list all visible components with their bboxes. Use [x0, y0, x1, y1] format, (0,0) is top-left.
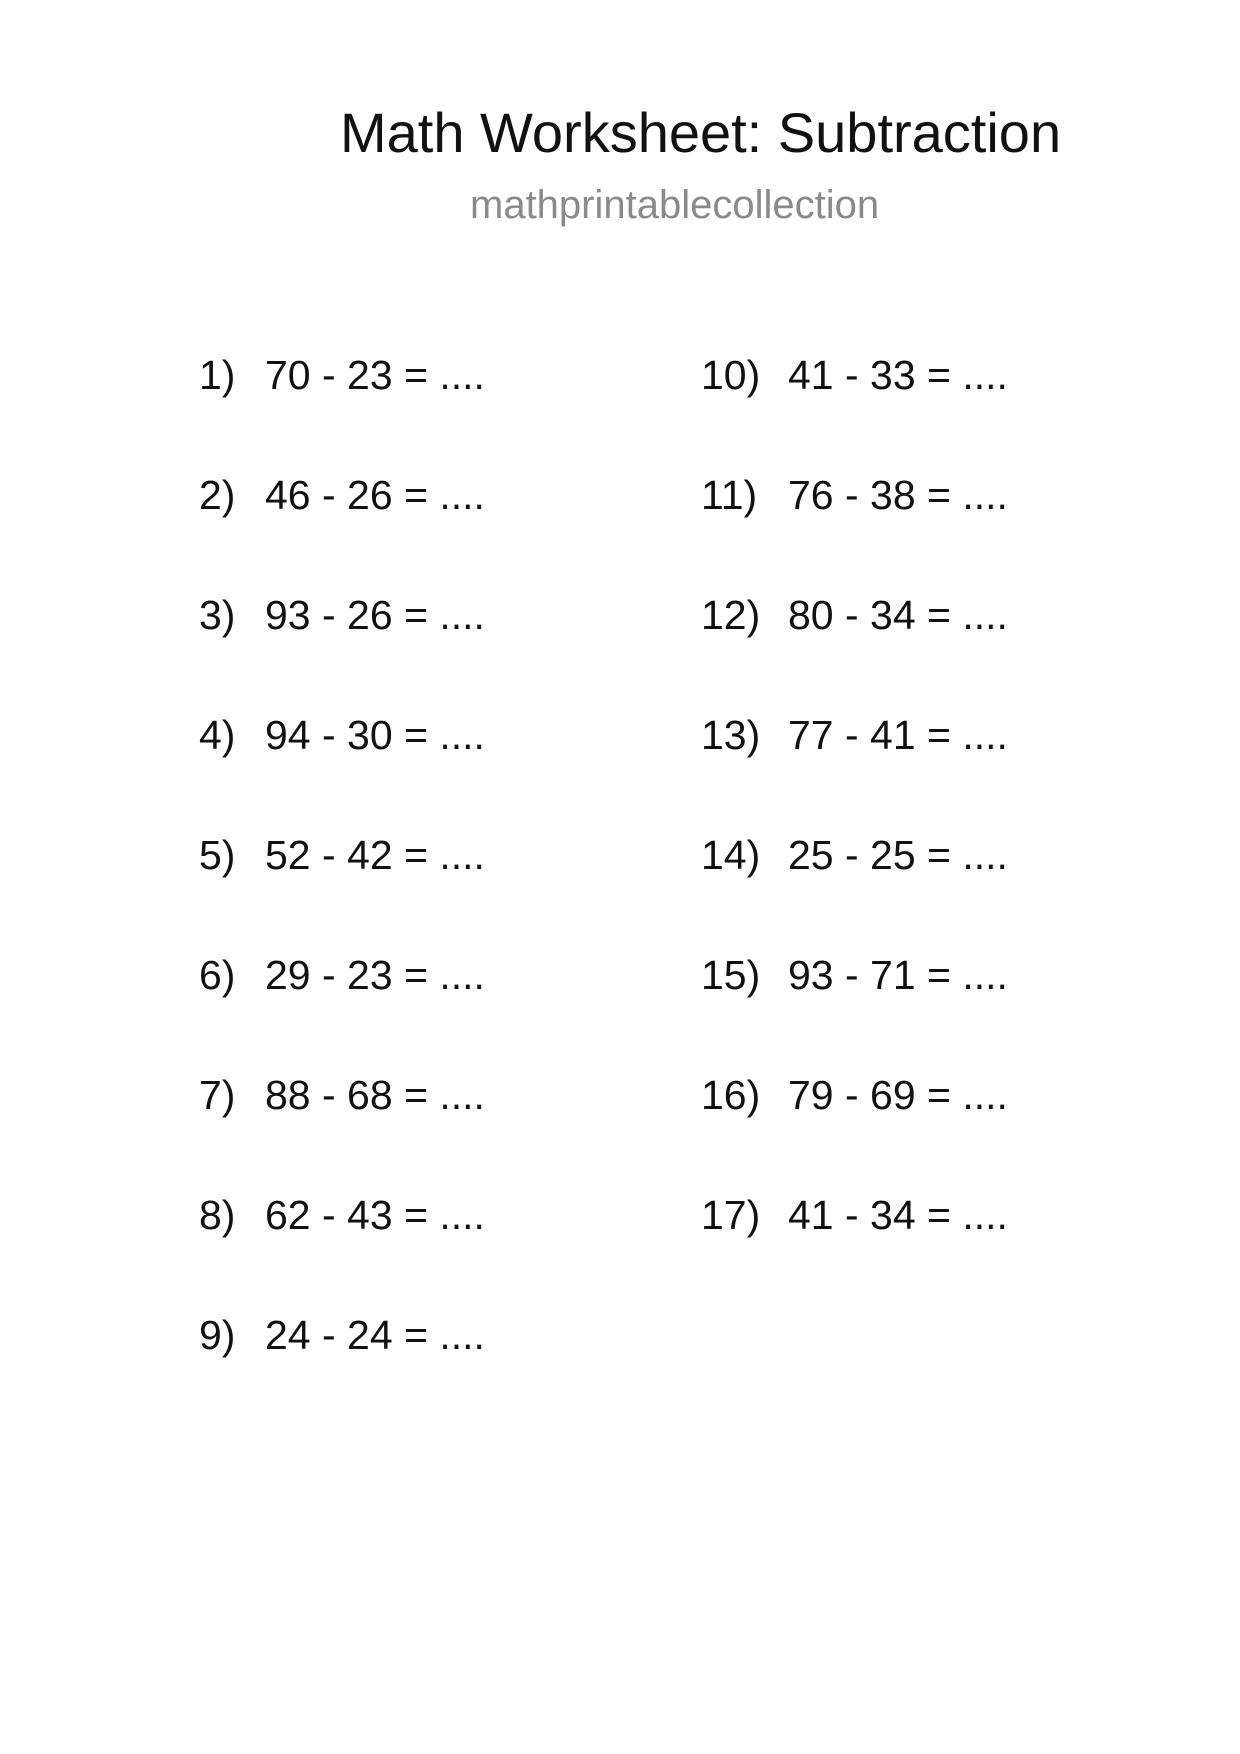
problem-item	[701, 825, 1008, 945]
problem-number: 12)	[701, 592, 761, 638]
problem-expression: 41 - 34 = ....	[788, 1192, 1008, 1238]
problem-expression: 80 - 34 = ....	[788, 592, 1008, 638]
problem-expression: 93 - 71 = ....	[788, 952, 1008, 998]
problem-number: 9)	[199, 1312, 236, 1358]
problem-number: 10)	[701, 352, 761, 398]
problem-item	[701, 945, 1008, 1065]
left-problem-column	[199, 345, 485, 1425]
problem-number: 15)	[701, 952, 761, 998]
problem-item	[701, 705, 1008, 825]
problem-expression: 77 - 41 = ....	[788, 712, 1008, 758]
problem-item	[199, 945, 485, 1065]
problem-item	[199, 825, 485, 945]
problem-expression: 52 - 42 = ....	[265, 832, 485, 878]
problem-item	[199, 345, 485, 465]
problem-number: 7)	[199, 1072, 236, 1118]
problem-number: 3)	[199, 592, 236, 638]
problem-expression: 94 - 30 = ....	[265, 712, 485, 758]
problem-number: 14)	[701, 832, 761, 878]
problem-item	[199, 1185, 485, 1305]
problem-item	[701, 1185, 1008, 1305]
problem-number: 5)	[199, 832, 236, 878]
problem-expression: 24 - 24 = ....	[265, 1312, 485, 1358]
problem-item	[701, 585, 1008, 705]
problem-expression: 93 - 26 = ....	[265, 592, 485, 638]
problem-number: 8)	[199, 1192, 236, 1238]
problem-item	[199, 585, 485, 705]
problem-expression: 70 - 23 = ....	[265, 352, 485, 398]
problem-item	[199, 1305, 485, 1425]
problem-expression: 29 - 23 = ....	[265, 952, 485, 998]
problem-item	[199, 465, 485, 585]
problem-expression: 41 - 33 = ....	[788, 352, 1008, 398]
problem-expression: 88 - 68 = ....	[265, 1072, 485, 1118]
page-title: Math Worksheet: Subtraction	[340, 101, 1062, 164]
problem-number: 13)	[701, 712, 761, 758]
problem-number: 6)	[199, 952, 236, 998]
problem-number: 17)	[701, 1192, 761, 1238]
page-subtitle: mathprintablecollection	[470, 183, 880, 227]
right-problem-column	[701, 345, 1008, 1305]
problem-expression: 62 - 43 = ....	[265, 1192, 485, 1238]
problem-item	[701, 345, 1008, 465]
problem-number: 16)	[701, 1072, 761, 1118]
problem-item	[701, 465, 1008, 585]
problem-number: 2)	[199, 472, 236, 518]
problem-expression: 46 - 26 = ....	[265, 472, 485, 518]
problem-number: 1)	[199, 352, 236, 398]
problem-item	[199, 1065, 485, 1185]
problem-item	[701, 1065, 1008, 1185]
problem-expression: 76 - 38 = ....	[788, 472, 1008, 518]
problem-number: 11)	[701, 472, 758, 518]
problem-item	[199, 705, 485, 825]
problem-number: 4)	[199, 712, 236, 758]
problem-expression: 79 - 69 = ....	[788, 1072, 1008, 1118]
problem-expression: 25 - 25 = ....	[788, 832, 1008, 878]
